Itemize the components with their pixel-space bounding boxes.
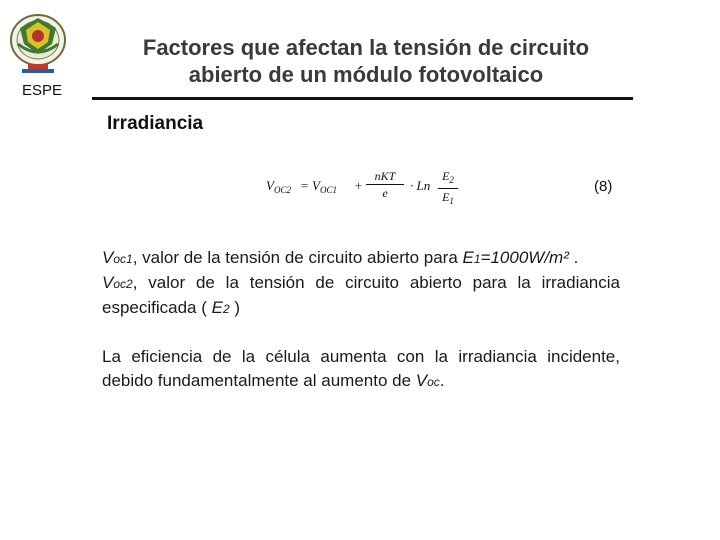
voc2-subscript: oc2 (113, 277, 133, 291)
voc1-symbol: V (102, 248, 114, 267)
eq-lhs-v: V (266, 178, 274, 193)
slide-title (92, 34, 640, 88)
equation-equals: = (300, 178, 309, 193)
title-line-1: Factores que afectan la tensión de circuito (142, 35, 590, 60)
p3-end: . (439, 371, 445, 390)
frac2-den-sub: 1 (449, 196, 454, 206)
espe-crest-logo (8, 8, 68, 80)
voc-symbol: V (415, 371, 428, 390)
paragraph-voc1 (102, 246, 620, 271)
e1-subscript: 1 (473, 252, 481, 266)
equation-fraction-1 (366, 169, 404, 200)
equation-number: (8) (594, 178, 613, 195)
e2-subscript: 2 (222, 302, 230, 316)
frac1-numerator: nKT (374, 169, 396, 183)
paragraph-voc2 (102, 271, 620, 321)
frac2-numerator (438, 169, 458, 187)
frac2-num-v: E (442, 169, 450, 183)
eq-lhs-sub: OC2 (273, 185, 291, 195)
frac2-num-sub: 2 (449, 175, 454, 185)
section-heading: Irradiancia (107, 113, 204, 134)
equation-plus: + (354, 178, 363, 193)
equation-lhs (266, 178, 291, 195)
logo-label: ESPE (22, 82, 63, 99)
frac2-denominator (438, 190, 458, 208)
voc2-description: , valor de la tensión de circuito abierto para la irradiancia especificada ( (102, 273, 620, 317)
equation-fraction-2 (438, 169, 458, 208)
voc1-description: , valor de la tensión de circuito abierto para (132, 248, 458, 267)
e1-value: =1000W/m² (480, 248, 569, 267)
efficiency-text: La eficiencia de la célula aumenta con la irradiancia incidente, debido fundamentalmente al aumento de (102, 347, 620, 390)
body-text (102, 246, 620, 394)
p1-end: . (568, 248, 579, 267)
equation-rhs (312, 178, 337, 195)
title-line-2: abierto de un módulo fotovoltaico (188, 62, 544, 87)
eq-rhs-v: V (312, 178, 320, 193)
equation-ln: · Ln (410, 178, 431, 193)
paragraph-efficiency (102, 345, 620, 394)
title-divider (92, 97, 633, 100)
p2-end: ) (229, 298, 241, 317)
frac2-bar (438, 188, 458, 189)
e1-symbol: E (462, 248, 474, 267)
frac1-bar (366, 184, 404, 185)
equation (266, 166, 466, 210)
frac2-den-v: E (442, 190, 450, 204)
voc1-subscript: oc1 (113, 252, 133, 266)
voc-subscript: oc (427, 375, 440, 389)
e2-symbol: E (211, 298, 223, 317)
eq-rhs-sub: OC1 (319, 185, 337, 195)
paragraph-spacer (102, 321, 620, 345)
voc2-symbol: V (102, 273, 114, 292)
frac1-denominator: e (382, 186, 388, 200)
